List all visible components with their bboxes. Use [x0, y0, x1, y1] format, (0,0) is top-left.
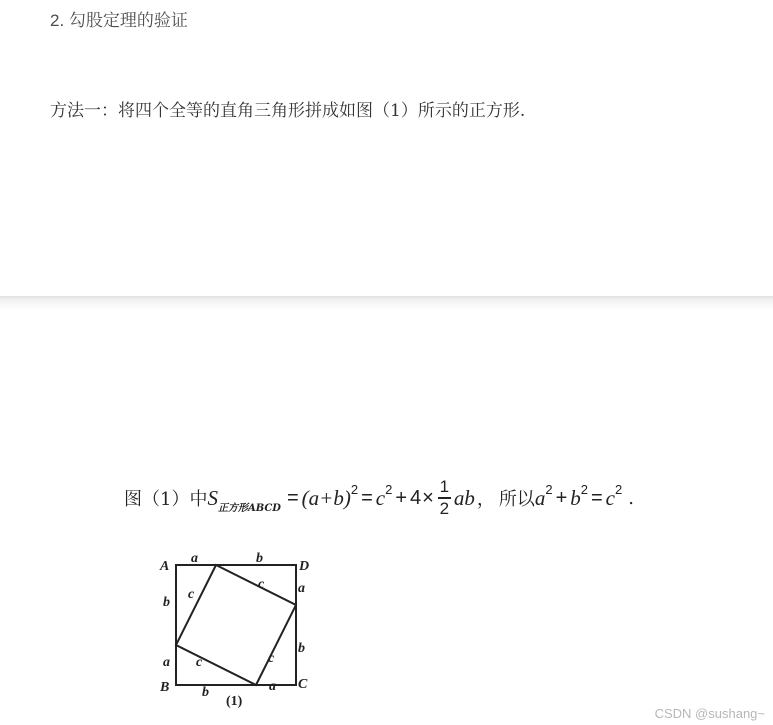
formula-s: S	[207, 485, 218, 510]
formula-s-subscript: 正方形ABCD	[217, 502, 281, 514]
formula-times: ×	[422, 486, 434, 509]
formula-prefix: 图（1）中	[124, 489, 208, 510]
hyp-label-4: c	[196, 655, 203, 670]
formula-line	[124, 470, 634, 526]
method-text: 方法一：将四个全等的直角三角形拼成如图（1）所示的正方形.	[50, 101, 526, 121]
figure-caption: (1)	[226, 694, 243, 709]
formula-fraction	[438, 477, 451, 518]
inner-square	[176, 565, 296, 685]
page-divider	[0, 296, 773, 312]
right-a-label: a	[298, 581, 305, 596]
formula-a2-exp: 2	[545, 481, 553, 497]
vertex-b-label: B	[160, 680, 170, 695]
hyp-label-3: c	[268, 651, 275, 666]
formula-ab: ab	[453, 485, 475, 510]
formula-a2: a	[534, 485, 546, 510]
right-b-label: b	[298, 641, 305, 656]
formula-lhs-exp: 2	[350, 481, 359, 497]
hyp-label-1: c	[188, 587, 195, 602]
formula-comma: ，	[476, 489, 495, 510]
top-b-label: b	[256, 551, 263, 566]
csdn-watermark: CSDN @sushang~	[654, 706, 765, 721]
vertex-d-label: D	[299, 559, 310, 574]
fraction-numerator: 1	[439, 477, 450, 497]
hyp-label-2: c	[258, 577, 265, 592]
formula-plus: +	[395, 486, 408, 509]
formula-c: c	[375, 485, 386, 510]
formula-four: 4	[410, 486, 422, 509]
bottom-a-label: a	[269, 679, 276, 694]
bottom-b-label: b	[202, 685, 209, 700]
vertex-a-label: A	[160, 559, 170, 574]
fraction-denominator: 2	[439, 498, 450, 518]
formula-c-exp: 2	[385, 481, 393, 497]
formula-lhs: (a+b)	[301, 485, 351, 510]
left-b-label: b	[163, 595, 170, 610]
formula-b2-exp: 2	[580, 481, 588, 497]
formula-eq2: =	[361, 486, 373, 509]
formula-c2-exp: 2	[615, 481, 623, 497]
formula-eq3: =	[590, 486, 603, 509]
outer-square	[176, 565, 296, 685]
left-a-label: a	[163, 655, 170, 670]
formula-plus2: +	[555, 486, 568, 509]
formula-so: 所以	[498, 489, 535, 510]
formula-b2: b	[570, 485, 581, 510]
section-heading: 2. 勾股定理的验证	[50, 11, 188, 30]
formula-c2: c	[605, 485, 615, 510]
formula-period: .	[628, 487, 634, 509]
vertex-c-label: C	[298, 677, 308, 692]
formula-eq1: =	[286, 486, 299, 509]
pythagoras-figure	[150, 548, 320, 713]
top-a-label: a	[191, 551, 198, 566]
